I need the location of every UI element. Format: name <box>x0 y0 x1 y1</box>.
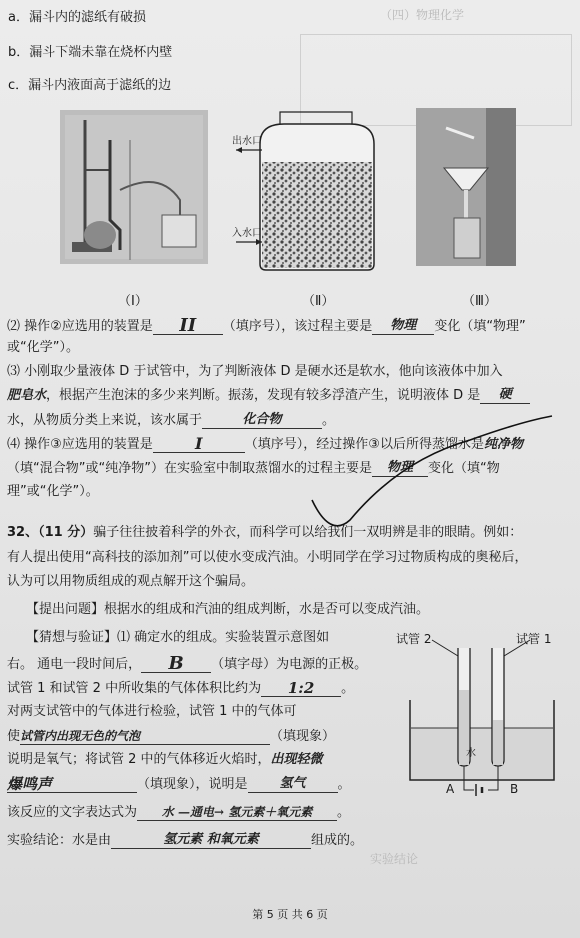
q4-line3: 理”或“化学”）。 <box>7 484 99 499</box>
q4-answer-device: I <box>153 436 245 453</box>
tube1-label: 试管 1 <box>516 632 552 646</box>
q32-answer-equation: 水 —通电→ 氢元素＋氧元素 <box>137 804 337 821</box>
q3-answer-category: 化合物 <box>202 412 322 429</box>
option-a: a．漏斗内的滤纸有破损 <box>8 10 146 25</box>
figure-ii-diagram <box>232 104 382 274</box>
tube2-label: 试管 2 <box>396 632 432 646</box>
q3-line2: 肥皂水，根据产生泡沫的多少来判断。振荡，发现有较多浮渣产生，说明液体 D 是 硬 <box>7 387 530 404</box>
q32-sentence4: 对两支试管中的气体进行检验，试管 1 中的气体可 <box>7 704 297 719</box>
q32-number: 32、（11 分） <box>7 525 94 540</box>
q4-line2: （填“混合物”或“纯净物”）在实验室中制取蒸馏水的过程主要是 物理 变化（填“物 <box>7 460 500 476</box>
figure-iii-photo <box>416 108 516 266</box>
q32-answer-conclusion: 氢元素 和氧元素 <box>111 832 311 849</box>
q32-conclusion: 实验结论：水是由 氢元素 和氧元素 组成的。 <box>7 832 364 848</box>
q32-answer-phenomenon1: 试管内出现无色的气泡 <box>20 728 270 745</box>
q4-answer-change: 物理 <box>372 460 428 477</box>
page-footer: 第 5 页 共 6 页 <box>252 908 328 921</box>
q32-answer-phenomenon2b: 爆鸣声 <box>7 776 137 793</box>
option-c: c．漏斗内液面高于滤纸的边 <box>8 78 172 93</box>
q32-intro-line3: 认为可以用物质组成的观点解开这个骗局。 <box>7 574 255 589</box>
q32-answer-phenomenon2a: 出现轻微 <box>270 752 323 767</box>
q32-intro-line2: 有人提出使用“高科技的添加剂”可以使水变成汽油。小明同学在学习过物质构成的奥秘后， <box>7 550 528 565</box>
figure-i-caption: （Ⅰ） <box>118 294 148 309</box>
q32-sentence8: 该反应的文字表达式为 水 —通电→ 氢元素＋氧元素 。 <box>7 805 351 820</box>
q2-line1: ⑵ 操作②应选用的装置是 II （填序号），该过程主要是 物理 变化（填“物理” <box>7 315 526 336</box>
electrode-a-label: A <box>446 782 455 796</box>
q32-sentence7: 爆鸣声 （填现象），说明是 氢气 。 <box>7 775 351 793</box>
q3-answer-hardness: 硬 <box>480 387 530 404</box>
q2-answer-change: 物理 <box>372 318 434 335</box>
q32-question: 【提出问题】根据水的组成和汽油的组成判断，水是否可以变成汽油。 <box>26 602 430 617</box>
option-b: b．漏斗下端未靠在烧杯内壁 <box>8 45 173 60</box>
q4-answer-substance: 纯净物 <box>483 437 523 452</box>
q4-line1: ⑷ 操作③应选用的装置是 I （填序号），经过操作③以后所得蒸馏水是纯净物 <box>7 434 523 453</box>
q32-sentence3: 试管 1 和试管 2 中所收集的气体体积比约为 1:2 。 <box>7 679 355 697</box>
q32-guess: 【猜想与验证】⑴ 确定水的组成。实验装置示意图如 <box>26 630 330 645</box>
q3-answer-reagent: 肥皂水 <box>7 388 47 403</box>
q2-answer-device: II <box>153 318 223 335</box>
figure-ii-caption: （Ⅱ） <box>302 294 335 309</box>
water-label: 水 <box>466 748 476 759</box>
q32-sentence6: 说明是氧气；将试管 2 中的气体移近火焰时，出现轻微 <box>7 752 323 767</box>
q32-sentence2: 右。 通电一段时间后， B （填字母）为电源的正极。 <box>7 653 368 674</box>
inlet-label: 入水口 <box>232 228 262 239</box>
q32-answer-ratio: 1:2 <box>261 680 341 697</box>
q32-sentence5: 使试管内出现无色的气泡 （填现象） <box>7 729 336 744</box>
q32-intro-line1: 32、（11 分）骗子往往披着科学的外衣，而科学可以给我们一双明辨是非的眼睛。例如： <box>7 525 523 540</box>
figure-iii-caption: （Ⅲ） <box>462 294 497 309</box>
q32-answer-gas: 氢气 <box>248 776 338 793</box>
bleed-through-text: （四）物理化学 <box>380 8 465 22</box>
q2-line2: 或“化学”）。 <box>7 340 79 355</box>
outlet-label: 出水口 <box>232 136 262 147</box>
q32-answer-positive: B <box>141 656 211 673</box>
electrolysis-apparatus <box>396 630 568 806</box>
q3-line1: ⑶ 小刚取少量液体 D 于试管中，为了判断液体 D 是硬水还是软水，他向该液体中加入 <box>7 364 503 379</box>
electrode-b-label: B <box>510 782 519 796</box>
q3-line3: 水，从物质分类上来说，该水属于 化合物 。 <box>7 412 336 428</box>
bleed-through-text-bottom: 实验结论 <box>370 852 419 866</box>
teacher-check-mark <box>290 400 560 540</box>
figure-i-photo <box>60 110 208 264</box>
